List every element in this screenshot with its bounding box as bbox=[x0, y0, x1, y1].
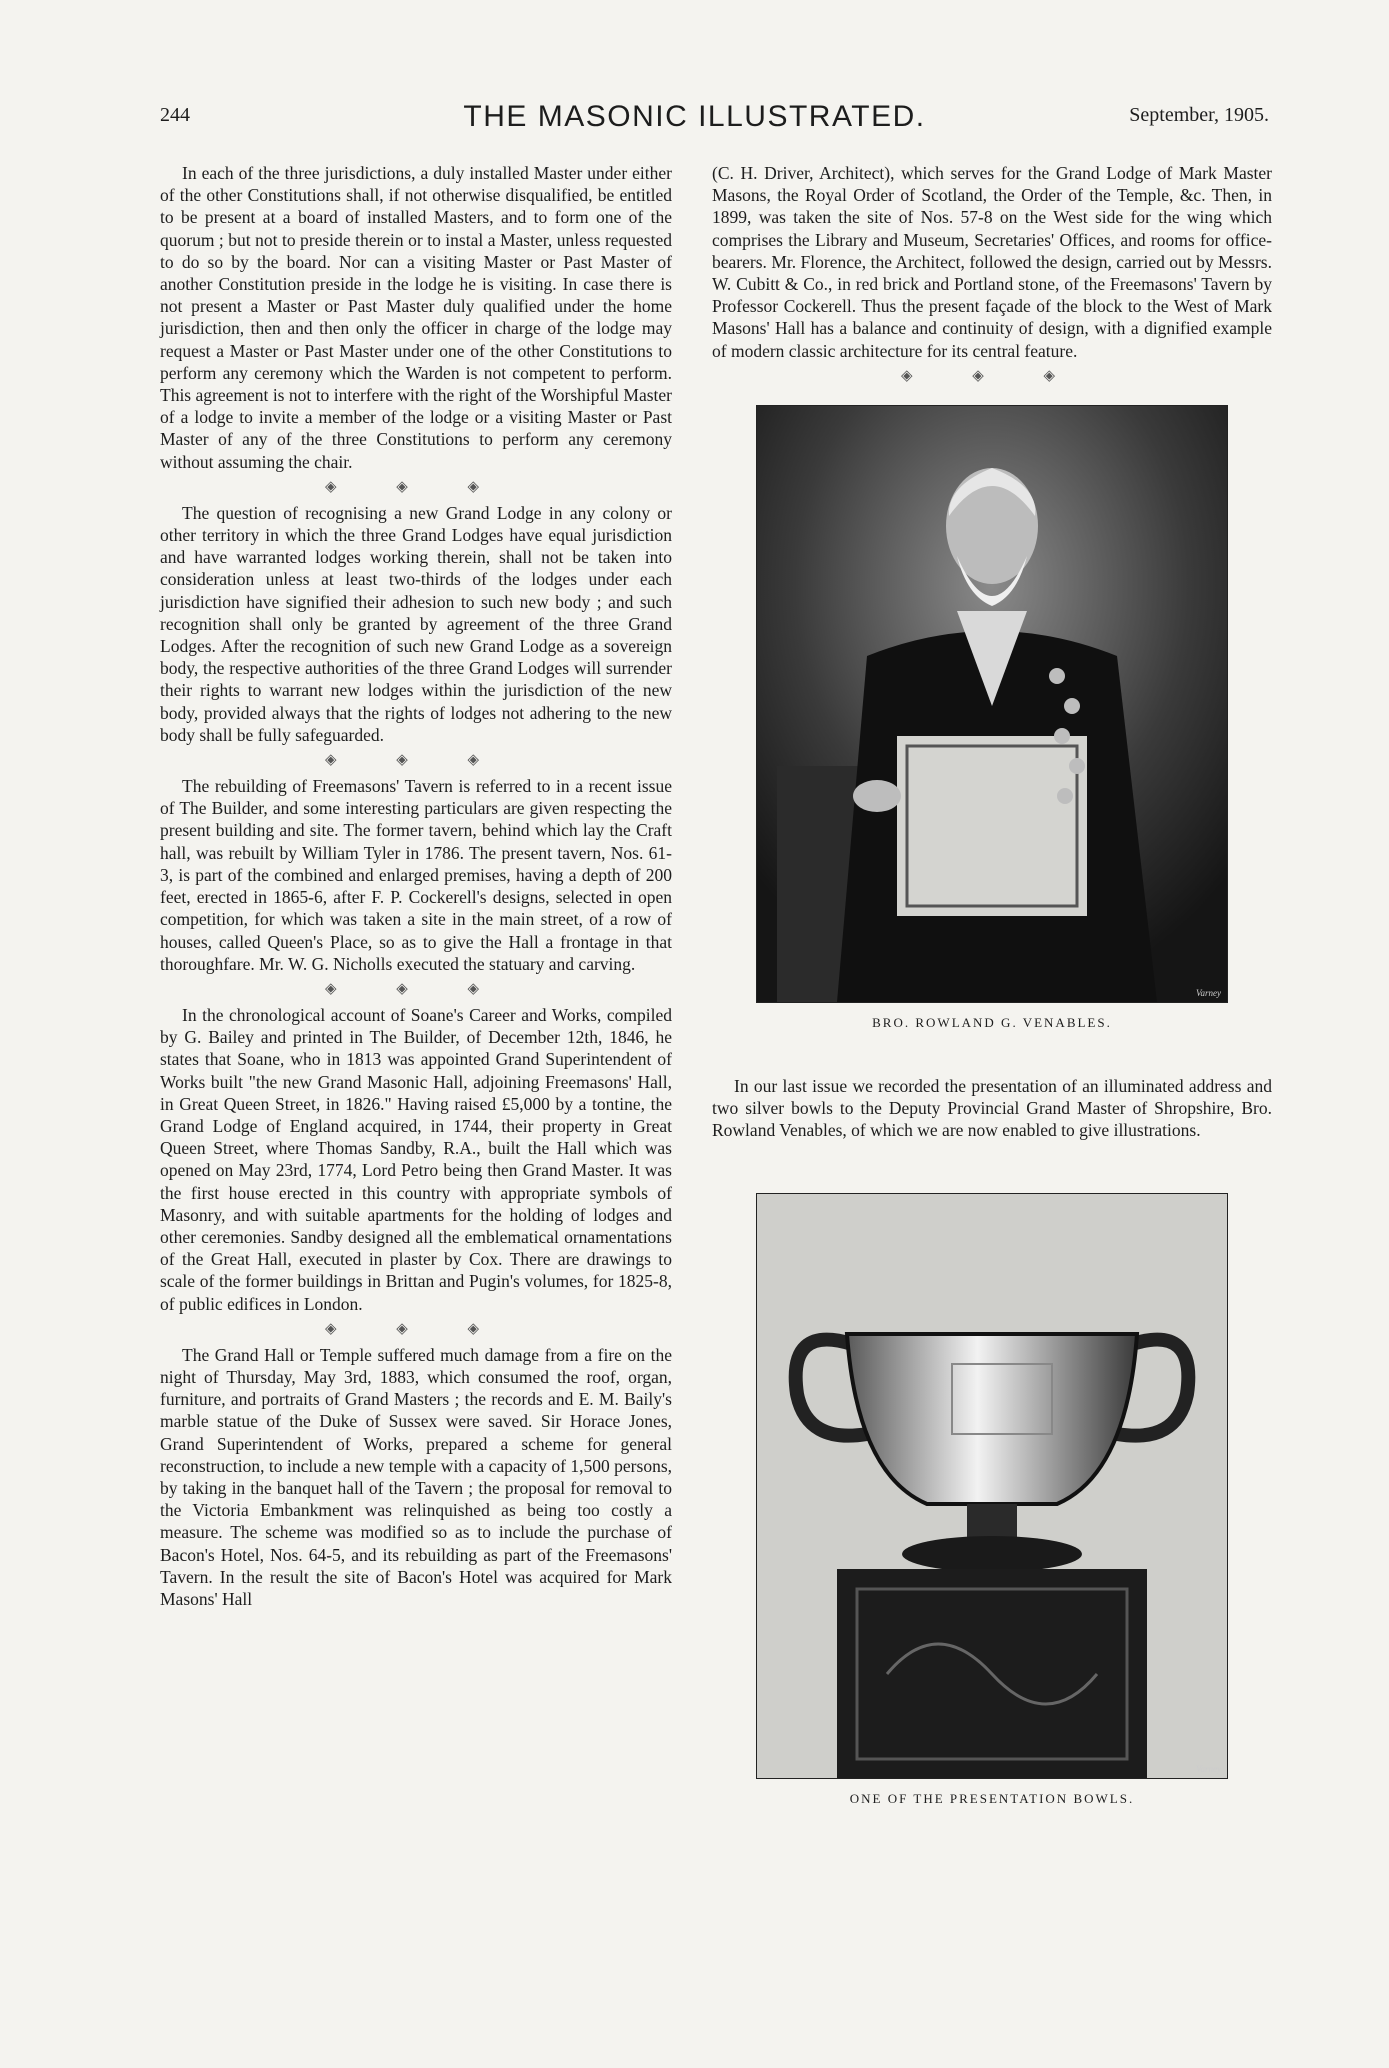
issue-date: September, 1905. bbox=[1129, 104, 1269, 126]
bowl-photo bbox=[756, 1193, 1228, 1779]
paragraph-new-grand-lodge: The question of recognising a new Grand Lodge in any colony or other territory in which the three Grand Lodges have equal jurisdiction and have warranted lodges working therein, shall not be taken into consideration unless at least two-thirds of the lodges under each jurisdiction have signified their adhesion to such new body ; and such recognition shall only be granted by agreement of the three Grand Lodges. After the recognition of such new Grand Lodge as a sovereign body, the respective authorities of the three Grand Lodges will surrender their rights to warrant new lodges within the jurisdiction of the new body, provided always that the rights of lodges not adhering to the new body shall be fully safeguarded. bbox=[160, 502, 672, 745]
ornament-divider: ◈ ◈ ◈ bbox=[900, 367, 1084, 384]
page-number: 244 bbox=[160, 104, 190, 126]
ornament-divider: ◈ ◈ ◈ bbox=[324, 752, 508, 769]
paragraph-mark-masons-hall: (C. H. Driver, Architect), which serves for the Grand Lodge of Mark Master Masons, the Royal Order of Scotland, the Order of the Temple, &c. Then, in 1899, was taken the site of Nos. 57-8 on the West side for the wing which comprises the Library and Museum, Secretaries' Offices, and rooms for office-bearers. Mr. Florence, the Architect, followed the design, carried out by Messrs. W. Cubitt & Co., in red brick and Portland stone, of the Freemasons' Tavern by Professor Cockerell. Thus the present façade of the block to the West of Mark Masons' Hall has a balance and continuity of design, with a dignified example of modern classic architecture for its central feature. bbox=[712, 163, 1272, 361]
paragraph-soane-career: In the chronological account of Soane's Career and Works, compiled by G. Bailey and printed in The Builder, of December 12th, 1846, he states that Soane, who in 1813 was appointed Grand Superintendent of Works built "the new Grand Masonic Hall, adjoining Freemasons' Hall, in Great Queen Street, in 1826." Having raised £5,000 by a tontine, the Grand Lodge of England acquired, in 1744, their property in Great Queen Street, where Thomas Sandby, R.A., built the Hall which was opened on May 23rd, 1774, Lord Petro being then Grand Master. It was the first house erected in this country with appropriate symbols of Masonry, and with suitable apartments for the holding of lodges and other ceremonies. Sandby designed all the emblematical ornamentations of the Great Hall, executed in plaster by Cox. There are drawings to scale of the former buildings in Brittan and Pugin's volumes, for 1825-8, of public edifices in London. bbox=[160, 1004, 672, 1314]
paragraph-tavern-rebuilding: The rebuilding of Freemasons' Tavern is referred to in a recent issue of The Builder, and some interesting particulars are given respecting the present building and site. The former tavern, behind which lay the Craft hall, was rebuilt by William Tyler in 1786. The present tavern, Nos. 61-3, is part of the combined and enlarged premises, having a depth of 200 feet, erected in 1865-6, after F. P. Cockerell's designs, selected in open competition, for which was taken a site in the main street, of a row of houses, called Queen's Place, so as to give the Hall a frontage in that thoroughfare. Mr. W. G. Nicholls executed the statuary and carving. bbox=[160, 776, 672, 974]
right-column bbox=[712, 162, 1272, 1807]
page-header bbox=[0, 100, 1389, 140]
paragraph-jurisdictions: In each of the three jurisdictions, a duly installed Master under either of the other Constitutions shall, if not otherwise disqualified, be entitled to be present at a board of installed Masters, and to form one of the quorum ; but not to preside therein or to instal a Master, unless requested to do so by the board. Nor can a visiting Master or Past Master of another Constitution preside in the lodge he is visiting. In case there is not present a Master or Past Master duly qualified under the home jurisdiction, then and then only the officer in charge of the lodge may request a Master or Past Master under one of the other Constitutions to perform any ceremony which the Warden is not competent to perform. This agreement is not to interfere with the right of the Worshipful Master of a lodge to invite a member of the lodge or a visiting Master or Past Master of any of the three Constitutions to perform any ceremony without assuming the chair. bbox=[160, 163, 672, 472]
photo-credit: Varney bbox=[1196, 987, 1221, 998]
portrait-photo bbox=[756, 405, 1228, 1003]
bowl-caption: ONE OF THE PRESENTATION BOWLS. bbox=[849, 1791, 1135, 1807]
left-column bbox=[160, 162, 672, 1610]
portrait-illustration bbox=[757, 406, 1227, 1002]
masthead-title: THE MASONIC ILLUSTRATED. bbox=[463, 100, 926, 133]
ornament-divider: ◈ ◈ ◈ bbox=[324, 1320, 508, 1337]
paragraph-presentation: In our last issue we recorded the presentation of an illuminated address and two silver bowls to the Deputy Provincial Grand Master of Shropshire, Bro. Rowland Venables, of which we are now enabled to give illustrations. bbox=[712, 1075, 1272, 1141]
paragraph-grand-hall-fire: The Grand Hall or Temple suffered much damage from a fire on the night of Thursday, May 3rd, 1883, which consumed the roof, organ, furniture, and portraits of Grand Masters ; the records and E. M. Baily's marble statue of the Duke of Sussex were saved. Sir Horace Jones, Grand Superintendent of Works, prepared a scheme for general reconstruction, to include a new temple with a capacity of 1,500 persons, by taking in the banquet hall of the Tavern ; the proposal for removal to the Victoria Embankment was relinquished as being too costly a measure. The scheme was modified so as to include the purchase of Bacon's Hotel, Nos. 64-5, and its rebuilding as part of the Freemasons' Tavern. In the result the site of Bacon's Hotel was acquired for Mark Masons' Hall bbox=[160, 1344, 672, 1609]
photo-credit: Varney bbox=[1196, 1764, 1221, 1775]
portrait-caption: BRO. ROWLAND G. VENABLES. bbox=[872, 1014, 1112, 1030]
bowl-illustration bbox=[757, 1194, 1227, 1778]
ornament-divider: ◈ ◈ ◈ bbox=[324, 980, 508, 997]
ornament-divider: ◈ ◈ ◈ bbox=[324, 478, 508, 495]
